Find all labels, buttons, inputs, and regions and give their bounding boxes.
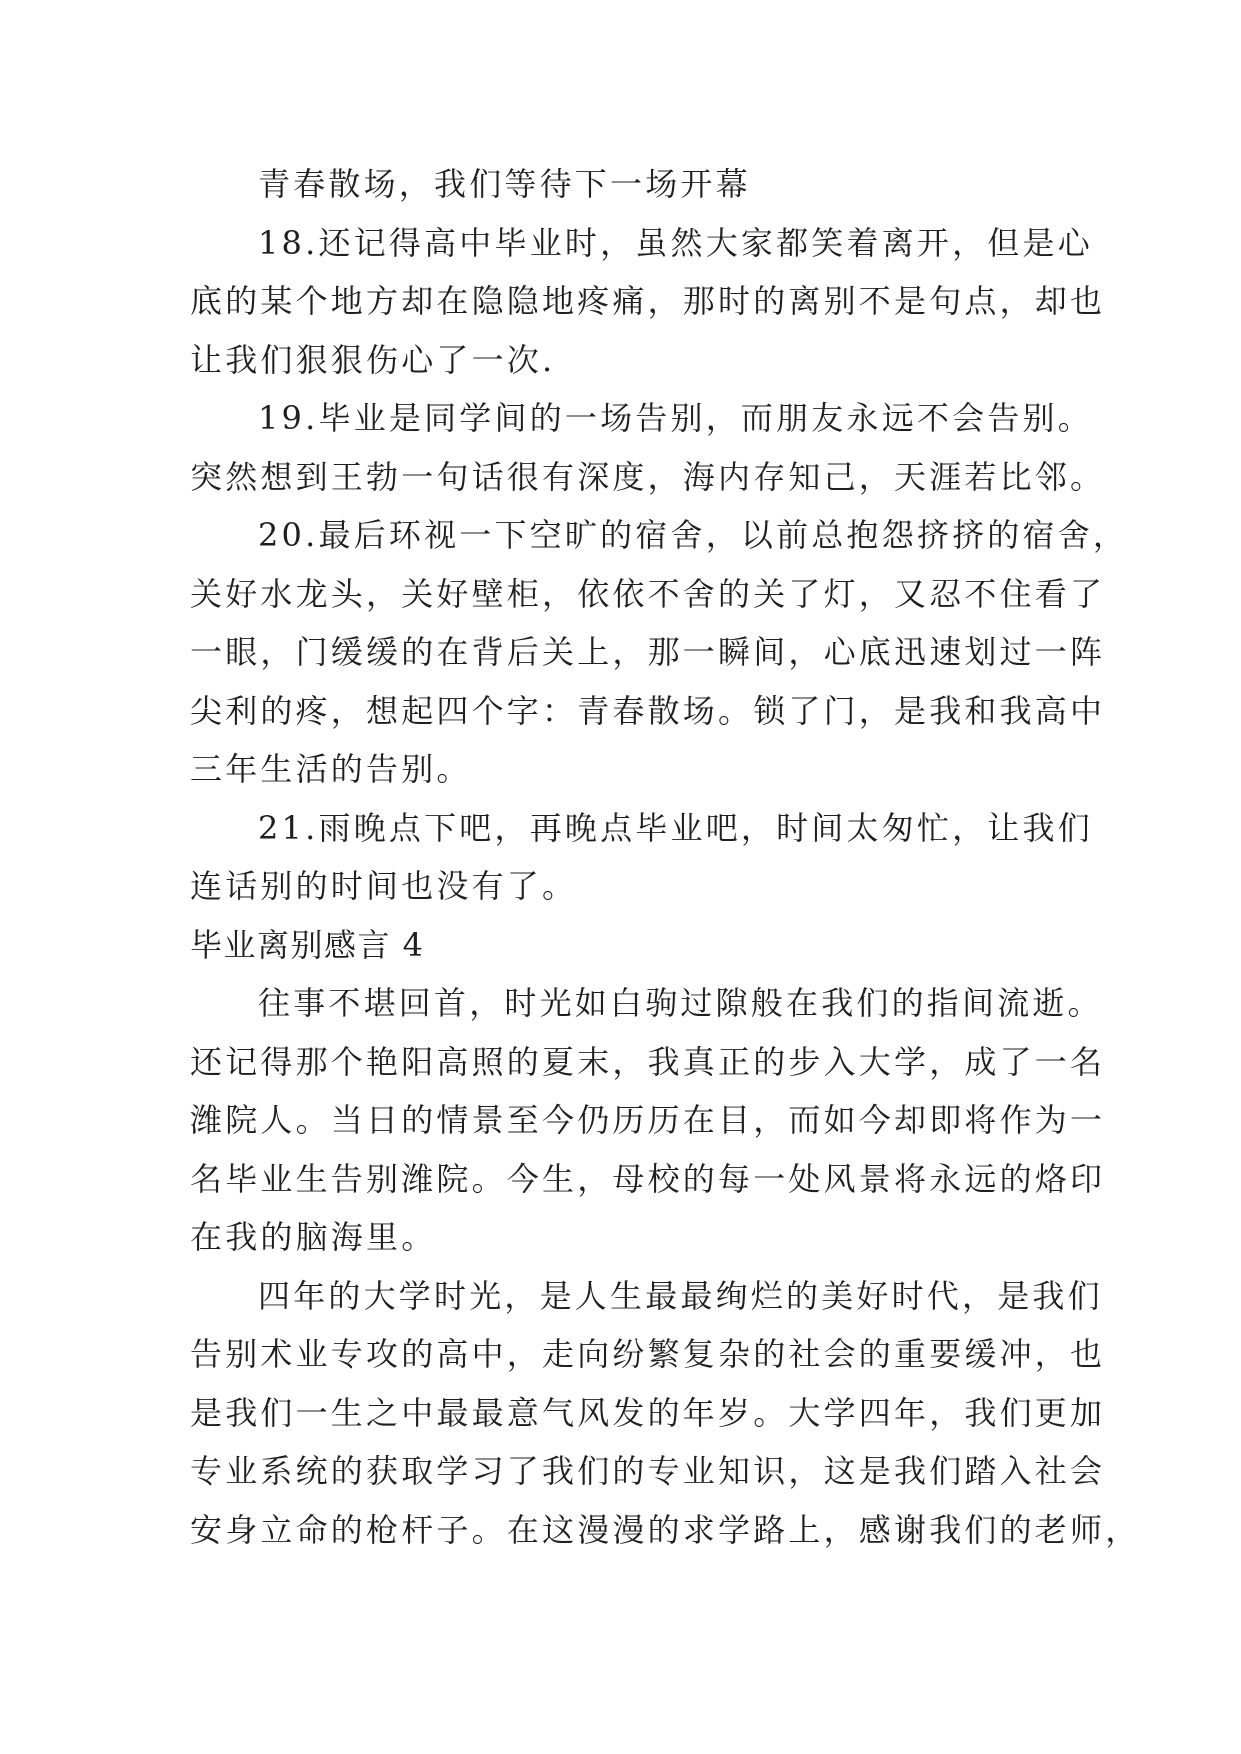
text-line: 突然想到王勃一句话很有深度，海内存知己，天涯若比邻。 xyxy=(190,457,1106,496)
text-line: 是我们一生之中最最意气风发的年岁。大学四年，我们更加 xyxy=(190,1393,1106,1432)
text-line: 21.雨晚点下吧，再晚点毕业吧，时间太匆忙，让我们 xyxy=(258,808,1093,847)
text-line: 关好水龙头，关好壁柜，依依不舍的关了灯，又忍不住看了 xyxy=(190,574,1106,613)
text-line: 青春散场，我们等待下一场开幕 xyxy=(258,165,751,203)
text-line: 潍院人。当日的情景至今仍历历在目，而如今却即将作为一 xyxy=(190,1101,1106,1139)
text-line: 四年的大学时光，是人生最最绚烂的美好时代，是我们 xyxy=(258,1276,1103,1315)
text-line: 专业系统的获取学习了我们的专业知识，这是我们踏入社会 xyxy=(190,1452,1106,1490)
text-line: 19.毕业是同学间的一场告别，而朋友永远不会告别。 xyxy=(258,399,1093,437)
text-line: 在我的脑海里。 xyxy=(190,1218,437,1256)
text-line: 连话别的时间也没有了。 xyxy=(190,867,578,905)
text-line: 18.还记得高中毕业时，虽然大家都笑着离开，但是心 xyxy=(258,223,1093,262)
section-heading: 毕业离别感言 4 xyxy=(190,925,425,964)
text-line: 名毕业生告别潍院。今生，母校的每一处风景将永远的烙印 xyxy=(190,1159,1106,1198)
text-line: 还记得那个艳阳高照的夏末，我真正的步入大学，成了一名 xyxy=(190,1042,1106,1081)
text-line: 三年生活的告别。 xyxy=(190,750,472,788)
text-line: 20.最后环视一下空旷的宿舍，以前总抱怨挤挤的宿舍， xyxy=(258,516,1129,554)
text-line: 尖利的疼，想起四个字：青春散场。锁了门，是我和我高中 xyxy=(190,691,1106,730)
text-line: 一眼，门缓缓的在背后关上，那一瞬间，心底迅速划过一阵 xyxy=(190,633,1106,671)
text-line: 告别术业专攻的高中，走向纷繁复杂的社会的重要缓冲，也 xyxy=(190,1335,1106,1373)
text-line: 底的某个地方却在隐隐地疼痛，那时的离别不是句点，却也 xyxy=(190,282,1106,320)
text-line: 安身立命的枪杆子。在这漫漫的求学路上，感谢我们的老师， xyxy=(190,1510,1141,1549)
text-line: 往事不堪回首，时光如白驹过隙般在我们的指间流逝。 xyxy=(258,984,1103,1022)
document-body xyxy=(190,155,1141,1559)
text-line: 让我们狠狠伤心了一次. xyxy=(190,340,556,379)
